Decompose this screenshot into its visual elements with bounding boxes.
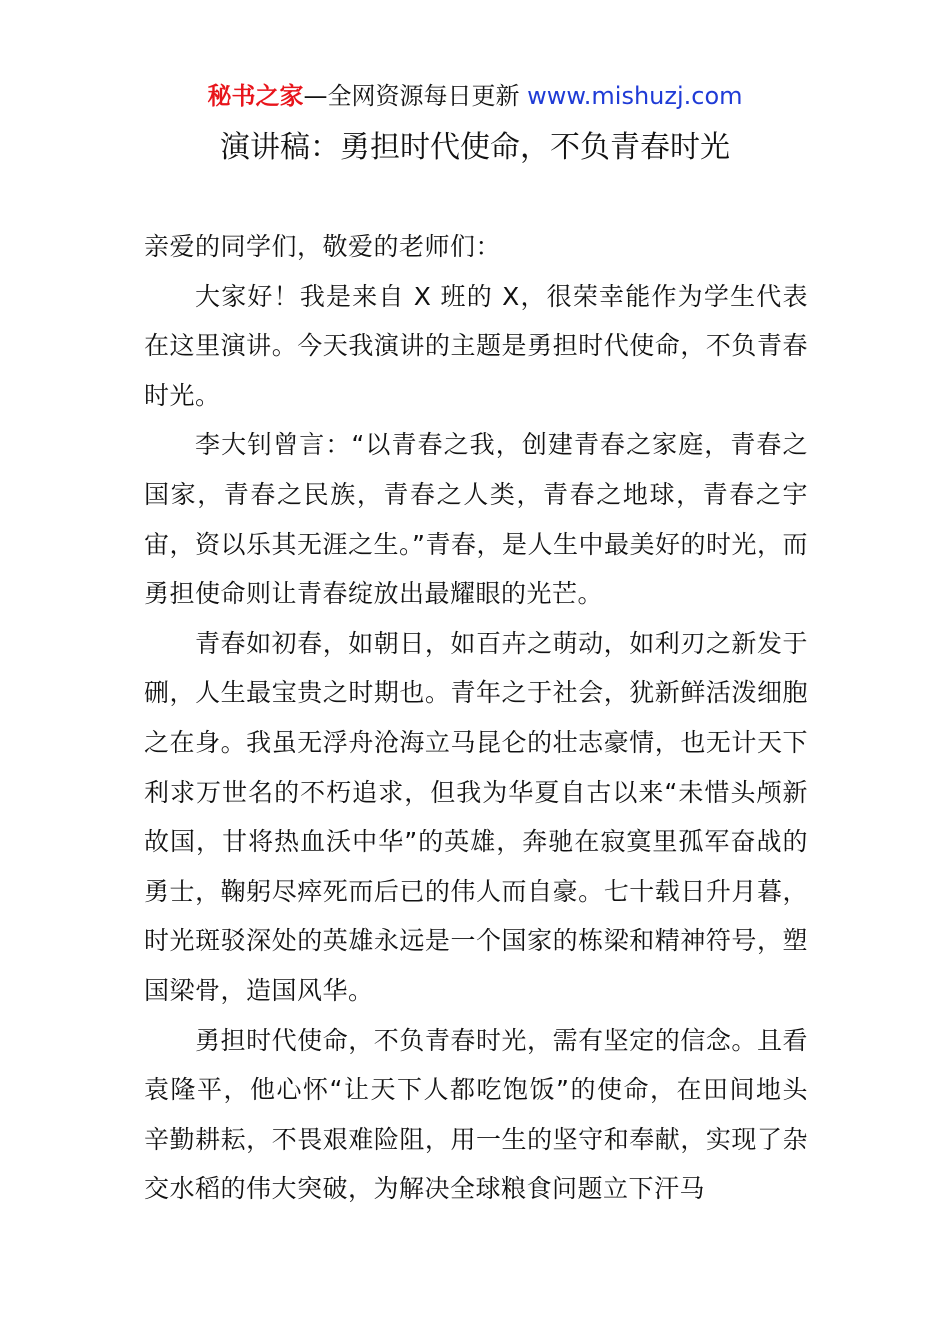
body-paragraph: 李大钊曾言：“以青春之我，创建青春之家庭，青春之国家，青春之民族，青春之人类，青春之地球，青春之宇宙，资以乐其无涯之生。”青春，是人生中最美好的时光，而勇担使命则让青春绽放出最耀眼的光芒。: [144, 430, 808, 609]
site-url-link[interactable]: www.mishuzj.com: [527, 82, 743, 110]
body-paragraph: 青春如初春，如朝日，如百卉之萌动，如利刃之新发于硎，人生最宝贵之时期也。青年之于社会，犹新鲜活泼细胞之在身。我虽无浮舟沧海立马昆仑的壮志豪情，也无计天下利求万世名的不朽追求，但我为华夏自古以来“未惜头颅新故国，甘将热血沃中华”的英雄，奔驰在寂寞里孤军奋战的勇士，鞠躬尽瘁死而后已的伟人而自豪。七十载日升月暮，时光斑驳深处的英雄永远是一个国家的栋梁和精神符号，塑国梁骨，造国风华。: [144, 628, 808, 1005]
site-tagline: —全网资源每日更新: [303, 82, 528, 110]
site-brand: 秘书之家: [207, 82, 304, 110]
document-title: 演讲稿：勇担时代使命，不负青春时光: [220, 130, 730, 165]
document-body: [144, 222, 808, 1214]
greeting-paragraph: 亲爱的同学们，敬爱的老师们：: [144, 232, 502, 261]
site-header: [0, 80, 950, 112]
body-paragraph: 大家好！我是来自 X 班的 X，很荣幸能作为学生代表在这里演讲。今天我演讲的主题是勇担时代使命，不负青春时光。: [144, 281, 808, 410]
body-paragraph: 勇担时代使命，不负青春时光，需有坚定的信念。且看袁隆平，他心怀“让天下人都吃饱饭”的使命，在田间地头辛勤耕耘，不畏艰难险阻，用一生的坚守和奉献，实现了杂交水稻的伟大突破，为解决全球粮食问题立下汗马: [144, 1025, 808, 1204]
